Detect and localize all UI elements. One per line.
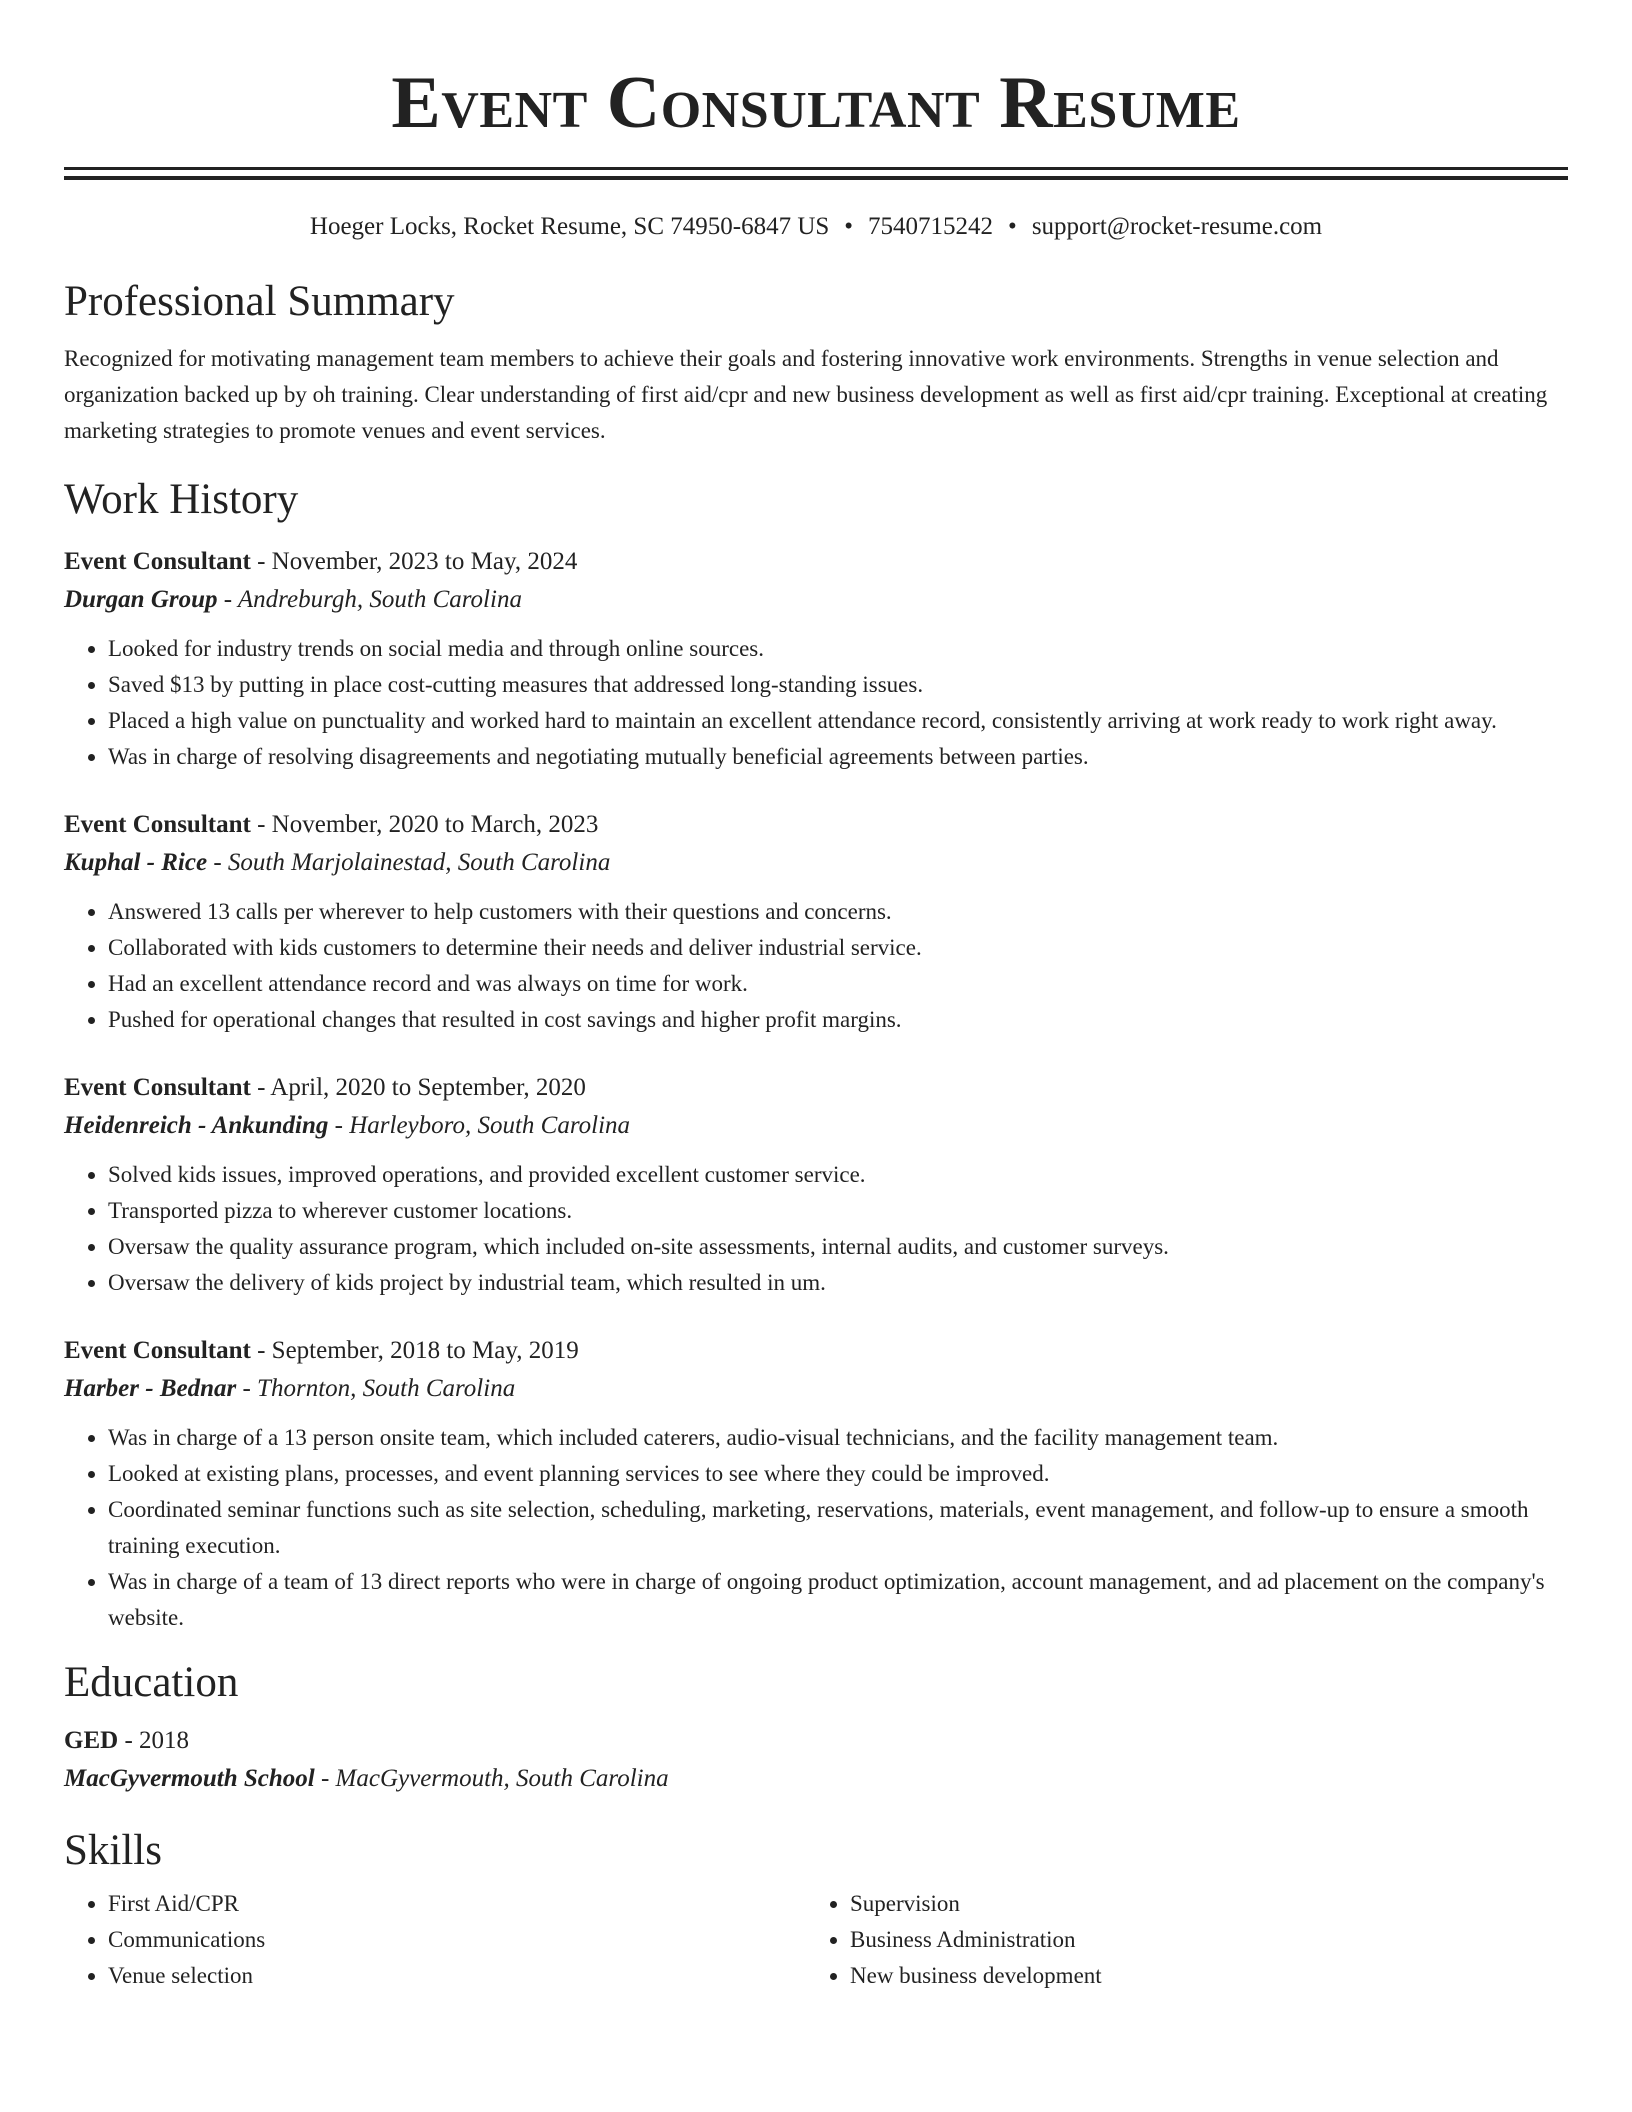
school-line — [64, 1760, 1568, 1798]
job-bullet: • Collaborated with kids customers to determine their needs and deliver industrial service. — [108, 930, 1568, 966]
contact-address: Hoeger Locks, Rocket Resume, SC 74950-6847 US — [309, 213, 830, 240]
company-line — [64, 581, 1568, 619]
job-bullet: • Solved kids issues, improved operations, and provided excellent customer service. — [108, 1157, 1568, 1193]
company-name: Harber - Bednar — [64, 1375, 237, 1402]
job-bullets — [64, 1420, 1568, 1636]
job-bullet: • Transported pizza to wherever customer locations. — [108, 1193, 1568, 1229]
skills-heading: Skills — [64, 1827, 162, 1874]
school-name: MacGyvermouth School — [64, 1765, 315, 1792]
company-line — [64, 1107, 1568, 1145]
title-divider-top — [64, 167, 1568, 170]
skill-item: • First Aid/CPR — [108, 1886, 806, 1922]
job-bullet: • Oversaw the quality assurance program, which included on-site assessments, internal audits, and customer surveys. — [108, 1229, 1568, 1265]
job-dates: - November, 2023 to May, 2024 — [250, 548, 578, 575]
degree-line — [64, 1722, 1568, 1760]
job-bullet: • Was in charge of resolving disagreements and negotiating mutually beneficial agreements between parties. — [108, 739, 1568, 775]
job-bullet: • Oversaw the delivery of kids project by industrial team, which resulted in um. — [108, 1265, 1568, 1301]
job-dates: - September, 2018 to May, 2019 — [250, 1337, 579, 1364]
job-bullet: • Looked at existing plans, processes, and event planning services to see where they could be improved. — [108, 1456, 1568, 1492]
job-bullet: • Had an excellent attendance record and was always on time for work. — [108, 966, 1568, 1002]
job-bullets — [64, 1157, 1568, 1301]
skills-list-left — [64, 1886, 806, 1994]
title-divider-bottom — [64, 176, 1568, 180]
degree: GED — [64, 1727, 119, 1754]
summary-heading: Professional Summary — [64, 278, 455, 325]
company-location: - Thornton, South Carolina — [236, 1375, 516, 1402]
contact-separator: • — [844, 213, 854, 240]
company-name: Kuphal - Rice — [64, 849, 208, 876]
skills-list-right — [806, 1886, 1548, 1994]
company-location: - Andreburgh, South Carolina — [217, 586, 522, 613]
company-line — [64, 1370, 1568, 1408]
skill-item: • New business development — [850, 1958, 1548, 1994]
job-dates: - November, 2020 to March, 2023 — [250, 811, 599, 838]
job-title-line — [64, 806, 1568, 844]
job-bullet: • Was in charge of a 13 person onsite team, which included caterers, audio-visual technicians, and the facility management team. — [108, 1420, 1568, 1456]
contact-separator: • — [1008, 213, 1017, 240]
job-title: Event Consultant — [64, 811, 251, 838]
job-title-line — [64, 1332, 1568, 1370]
job-bullet: • Placed a high value on punctuality and worked hard to maintain an excellent attendance record, consistently arriving at work ready to work right away. — [108, 703, 1568, 739]
work-history-heading: Work History — [64, 476, 299, 523]
education-heading: Education — [64, 1659, 239, 1706]
job-title: Event Consultant — [64, 1337, 251, 1364]
contact-phone: 7540715242 — [868, 213, 994, 240]
skill-item: • Supervision — [850, 1886, 1548, 1922]
company-name: Heidenreich - Ankunding — [64, 1112, 329, 1139]
company-location: - South Marjolainestad, South Carolina — [207, 849, 611, 876]
job-bullet: • Saved $13 by putting in place cost-cutting measures that addressed long-standing issues. — [108, 667, 1568, 703]
job-entry — [64, 1332, 1568, 1636]
school-location: - MacGyvermouth, South Carolina — [314, 1765, 669, 1792]
education-entry — [64, 1722, 1568, 1798]
job-entry — [64, 543, 1568, 775]
skills-grid — [64, 1886, 1568, 1994]
job-title: Event Consultant — [64, 548, 251, 575]
job-bullet: • Coordinated seminar functions such as site selection, scheduling, marketing, reservations, materials, event management, and follow-up to ensure a smooth training execution. — [108, 1492, 1568, 1564]
skills-column-left — [64, 1886, 806, 1994]
job-entry — [64, 806, 1568, 1038]
skills-column-right — [806, 1886, 1548, 1994]
job-dates: - April, 2020 to September, 2020 — [250, 1074, 586, 1101]
skill-item: • Business Administration — [850, 1922, 1548, 1958]
job-bullet: • Answered 13 calls per wherever to help customers with their questions and concerns. — [108, 894, 1568, 930]
job-title-line — [64, 1069, 1568, 1107]
job-bullet: • Pushed for operational changes that resulted in cost savings and higher profit margins. — [108, 1002, 1568, 1038]
job-title-line — [64, 543, 1568, 581]
job-bullet: • Was in charge of a team of 13 direct reports who were in charge of ongoing product optimization, account management, and ad placement on the company's website. — [108, 1564, 1568, 1636]
contact-line — [64, 211, 1568, 243]
job-title: Event Consultant — [64, 1074, 251, 1101]
summary-text: Recognized for motivating management team members to achieve their goals and fostering innovative work environments. Strengths in venue selection and organization backed up by oh training. Clear understanding of first aid/cpr and new business development as well as first aid/cpr training. Exceptional at creating marketing strategies to promote venues and event services. — [64, 346, 1548, 443]
company-location: - Harleyboro, South Carolina — [328, 1112, 631, 1139]
skill-item: • Communications — [108, 1922, 806, 1958]
job-bullets — [64, 894, 1568, 1038]
job-bullets — [64, 631, 1568, 775]
graduation-year: - 2018 — [118, 1727, 190, 1754]
skill-item: • Venue selection — [108, 1958, 806, 1994]
company-name: Durgan Group — [64, 586, 218, 613]
contact-email: support@rocket-resume.com — [1031, 213, 1323, 240]
job-bullet: • Looked for industry trends on social media and through online sources. — [108, 631, 1568, 667]
resume-page — [64, 0, 1568, 1994]
job-entry — [64, 1069, 1568, 1301]
resume-title: Event Consultant Resume — [391, 62, 1241, 144]
company-line — [64, 844, 1568, 882]
